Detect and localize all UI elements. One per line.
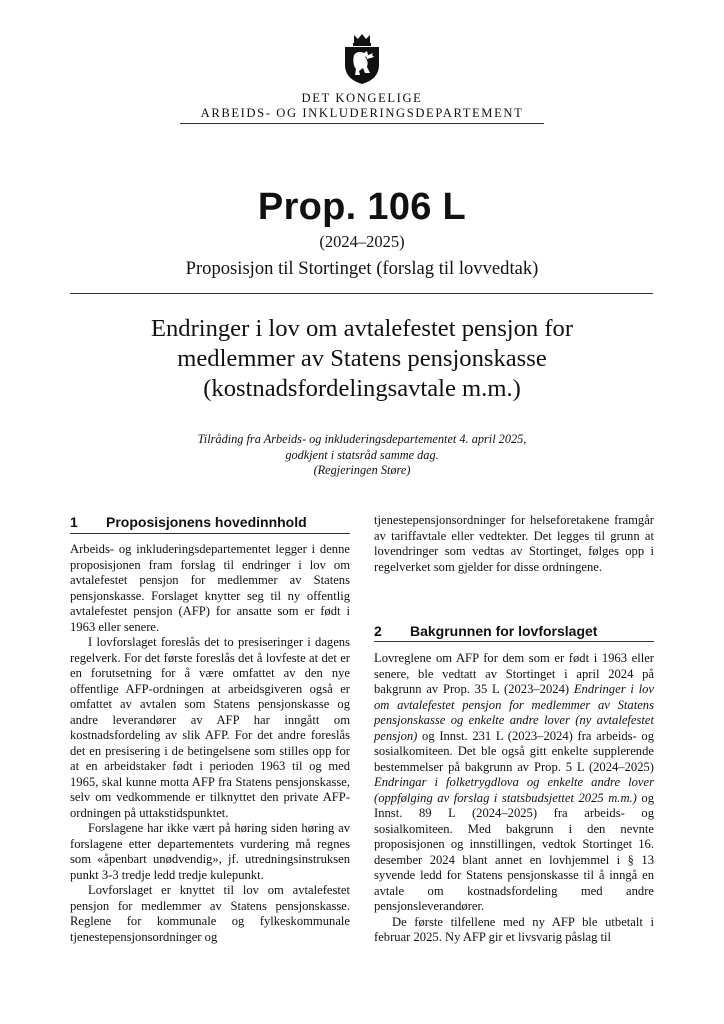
section-1-paragraph: Forslagene har ikke vært på høring siden høring av forslagene etter departementets vurdering må regnes som «åpenbart unødvendig», jf. utredningsinstruksen punkt 3-3 tredje ledd tredje kulepunkt. — [70, 821, 350, 882]
recommendation-line: Tilråding fra Arbeids- og inkluderingsdepartementet 4. april 2025, — [197, 432, 527, 446]
text-run: og Innst. 89 L (2024–2025) fra arbeids- og sosialkomiteen. Med bakgrunn i den nevnte proposisjonen og innstillingen, vedtok Stortinget 16. desember 2024 blant annet en lovhjemmel i § 13 syvende ledd for Statens pensjonskasse til å inngå en avtale om kostnadsfordeling med andre pensjonsleverandører. — [374, 790, 655, 913]
recommendation-line: (Regjeringen Støre) — [313, 463, 411, 477]
section-2-rule — [374, 641, 654, 642]
section-1-rule — [70, 533, 350, 534]
section-1-paragraph: Arbeids- og inkluderingsdepartementet legger i denne proposisjonen fram forslag til endringer i lov om avtalefestet pensjon for medlemmer av Statens pensjonskasse. Forslaget knytter seg til ny offentlig avtalefestet pensjon (AFP) for ansatte som er født i 1963 eller senere. — [70, 542, 350, 634]
section-number: 1 — [70, 514, 78, 530]
text-run: Lovreglene om AFP for dem som er født i 1963 eller senere, ble vedtatt av Stortinget i april 2024 på bakgrunn av Prop. 35 L (2023–2024) — [374, 651, 654, 696]
recommendation-note — [0, 432, 724, 479]
header-divider — [180, 123, 544, 124]
proposition-type: Proposisjon til Stortinget (forslag til lovvedtak) — [185, 258, 539, 279]
left-column — [70, 542, 350, 945]
section-2-paragraph: De første tilfellene med ny AFP ble utbetalt i februar 2025. Ny AFP gir et livsvarig påslag til — [374, 914, 654, 944]
section-2-heading — [374, 623, 654, 639]
section-2-paragraph — [374, 651, 654, 915]
department-name-line2: ARBEIDS- OG INKLUDERINGSDEPARTEMENT — [200, 106, 524, 120]
section-1-paragraph: Lovforslaget er knyttet til lov om avtalefestet pensjon for medlemmer av Statens pensjonskasse. Reglene for kommunale og fylkeskommunale tjenestepensjonsordninger og — [70, 883, 350, 944]
cited-title: Endringer i lov om avtalefestet pensjon for medlemmer av Statens pensjonskasse og enkelte andre lover (ny avtalefestet pensjon) — [374, 682, 654, 743]
cited-title: Endringar i folketrygdlova og enkelte andre lover (oppfølging av forslag i statsbudsjettet 2025 m.m.) — [374, 775, 654, 805]
section-2-body — [374, 651, 654, 946]
proposition-number: Prop. 106 L — [257, 186, 467, 228]
proposition-session: (2024–2025) — [319, 232, 405, 251]
section-1-paragraph: I lovforslaget foreslås det to presiseringer i dagens regelverk. For det første foreslås det å lovfeste at det er en forutsetning for å være omfattet av den nye offentlige AFP-ordningen at arbeidsgiveren også er omfattet av avtalen som Statens pensjonskasse og andre leverandører av AFP har inngått om kostnadsfordeling av slik AFP. For det andre foreslås det en presisering i de betingelsene som stilles opp for at en arbeidstaker født i perioden 1963 til og med 1965, skal kunne motta AFP fra Statens pensjonskasse, selv om vedkommende er tilknyttet den private AFP-ordningen på uttakstidspunktet. — [70, 635, 350, 820]
title-divider — [70, 293, 653, 294]
section-1-paragraph-continued: tjenestepensjonsordninger for helseforetakene framgår av tariffavtale eller vedtekter. Det legges til grunn at lovendringer som vedtas av Stortinget, følges opp i regelverket som gjelder for disse ordningene. — [374, 513, 654, 574]
text-run: og Innst. 231 L (2023–2024) fra arbeids- og sosialkomiteen. Det ble også gitt enkelte supplerende bestemmelser på bakgrunn av Prop. 5 L (2024–2025) — [374, 728, 654, 774]
section-number: 2 — [374, 623, 382, 639]
title-line: (kostnadsfordelingsavtale m.m.) — [203, 375, 521, 402]
section-title: Proposisjonens hovedinnhold — [106, 514, 307, 530]
title-line: medlemmer av Statens pensjonskasse — [177, 345, 547, 372]
department-name-line1: DET KONGELIGE — [301, 91, 423, 105]
document-title — [0, 314, 724, 404]
section-title: Bakgrunnen for lovforslaget — [410, 623, 598, 639]
norwegian-royal-coat-of-arms-icon — [337, 33, 387, 85]
title-line: Endringer i lov om avtalefestet pensjon for — [150, 315, 574, 342]
section-1-heading — [70, 514, 350, 530]
right-column-continuation — [374, 513, 654, 575]
recommendation-line: godkjent i statsråd samme dag. — [285, 447, 439, 462]
